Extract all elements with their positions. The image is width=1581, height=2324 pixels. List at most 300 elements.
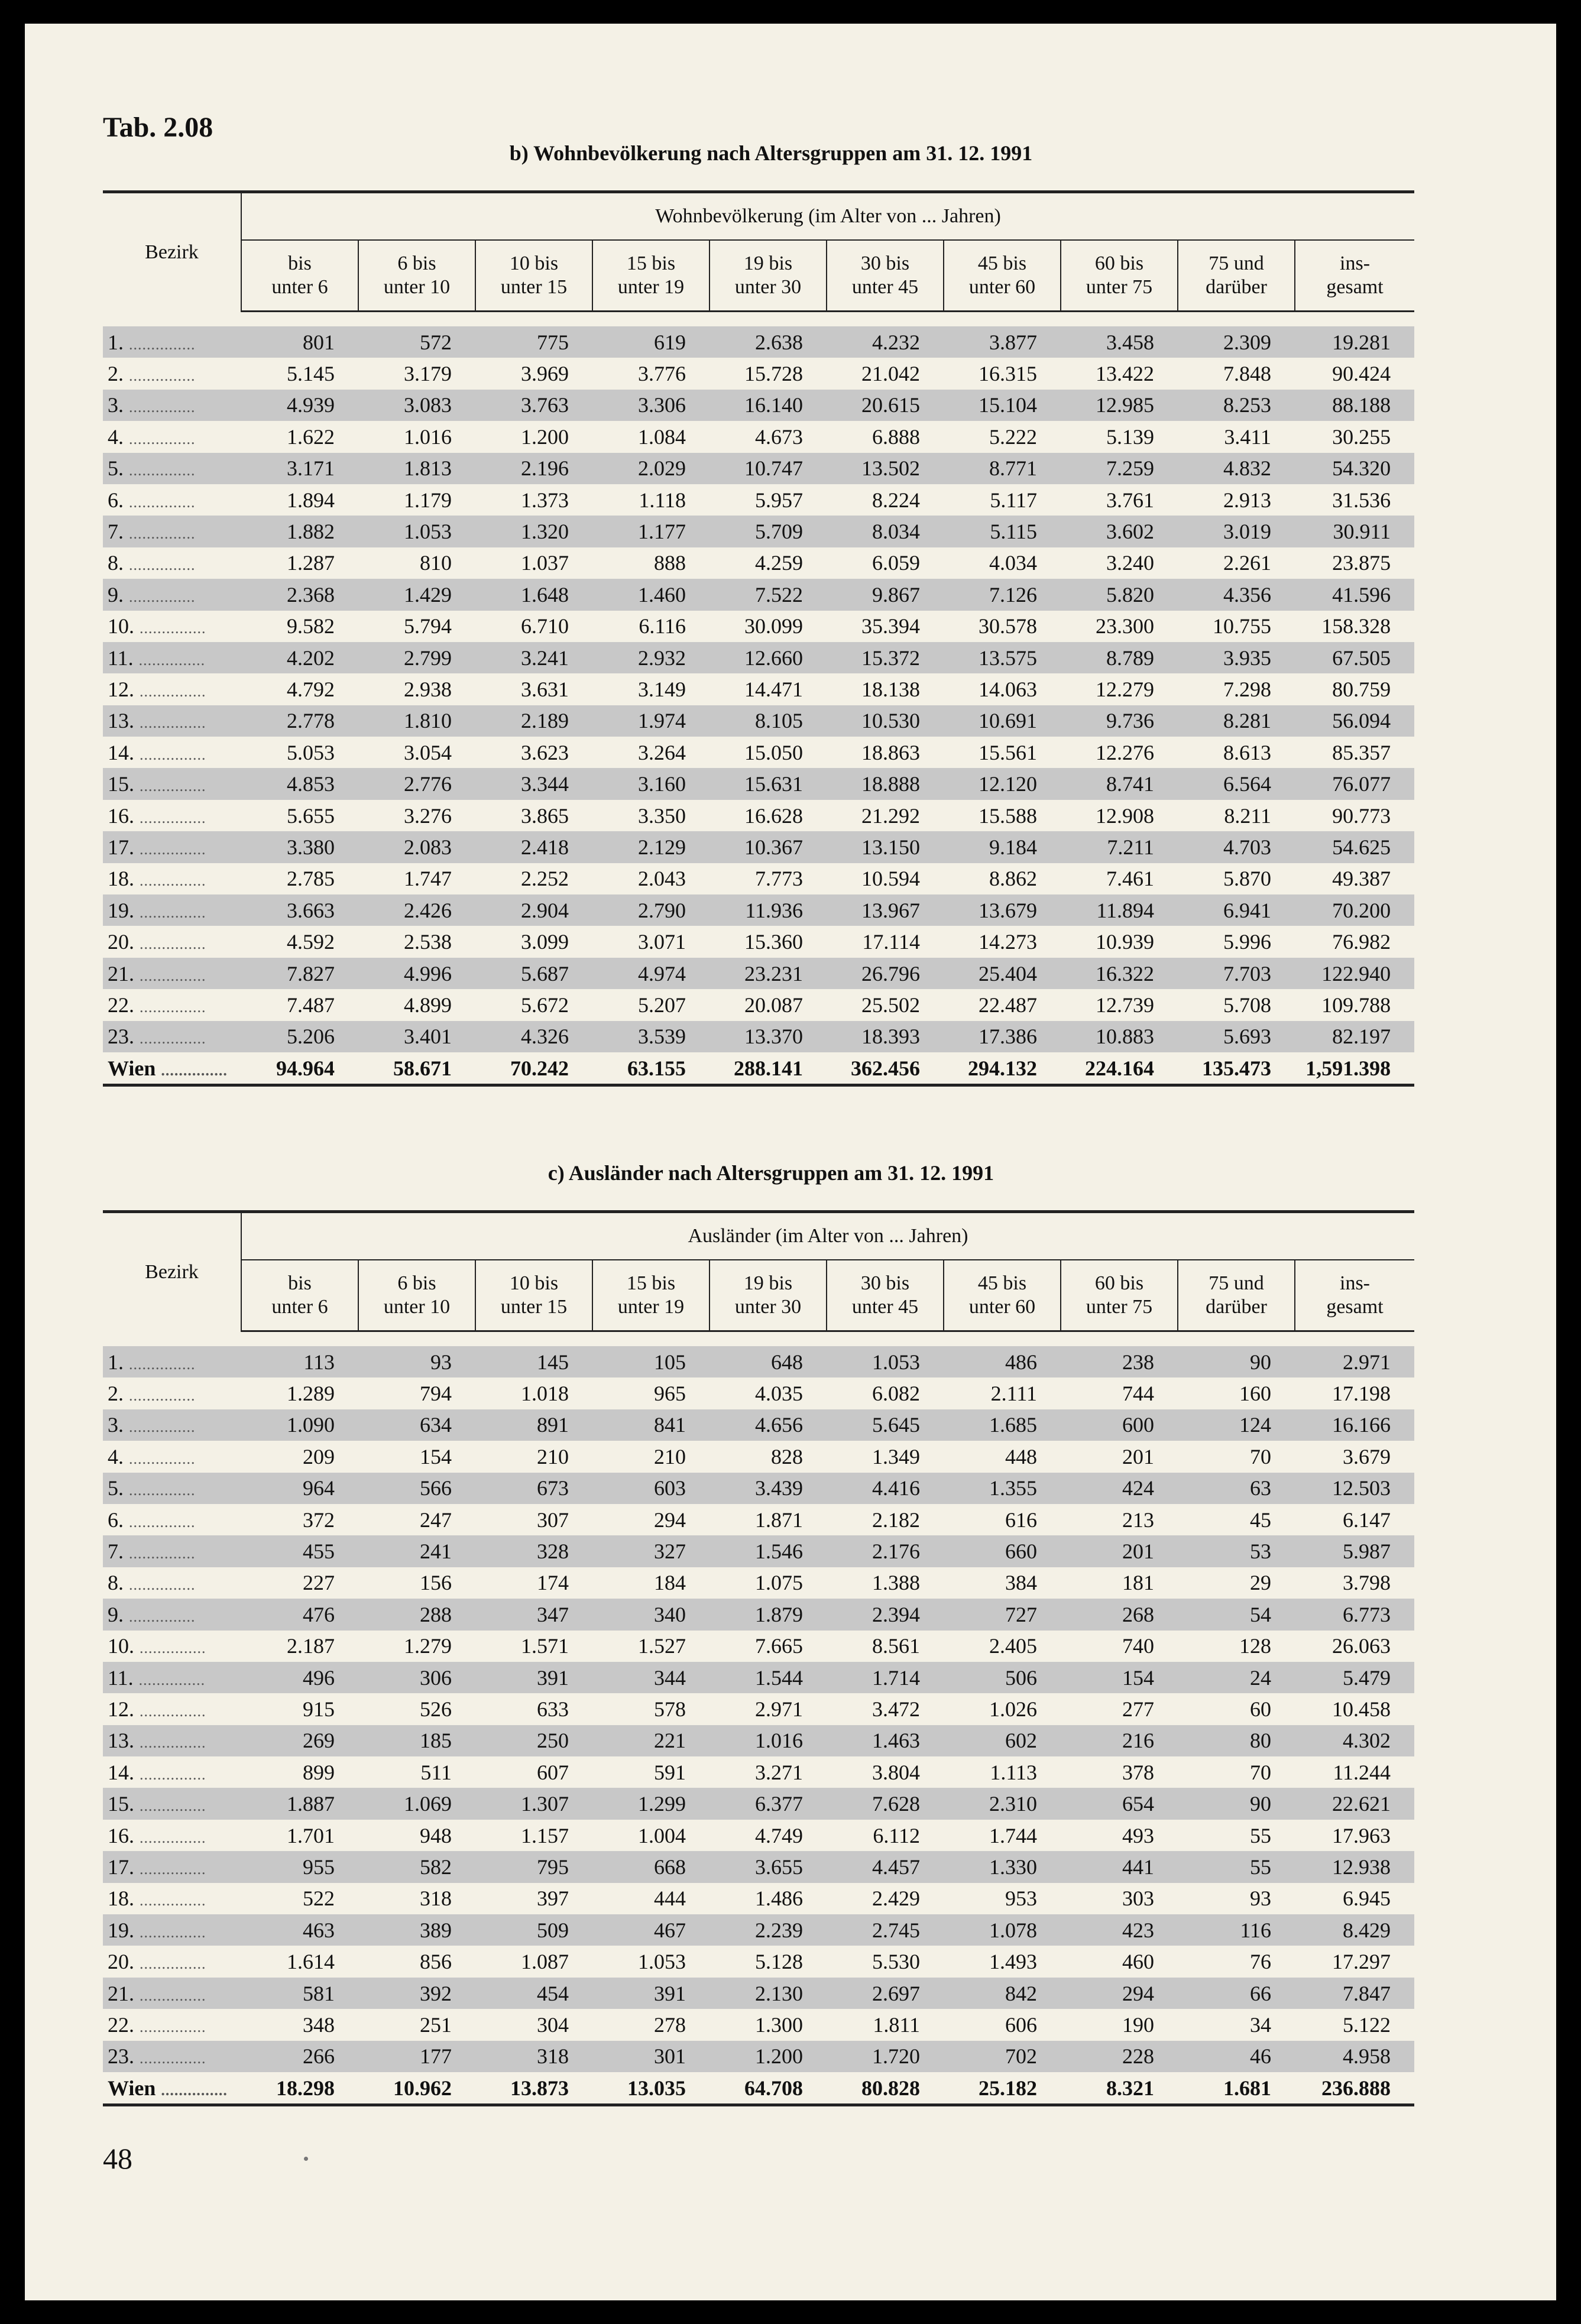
leader-dots: ...............	[140, 1955, 206, 1973]
leader-dots: ...............	[140, 777, 206, 795]
value-cell: 25.502	[861, 993, 920, 1017]
leader-dots: ...............	[129, 430, 196, 448]
value-cell: 1.053	[358, 516, 475, 547]
value-cell: 2.310	[944, 1788, 1061, 1819]
value-cell: 486	[944, 1346, 1061, 1377]
value-cell: 4.656	[709, 1409, 827, 1441]
value-cell: 5.996	[1223, 930, 1271, 954]
value-cell: 1.614	[287, 1950, 335, 1974]
value-cell: 34	[1250, 2012, 1271, 2037]
value-cell: 10.747	[709, 453, 827, 484]
value-cell: 1.486	[755, 1887, 803, 1911]
value-cell: 581	[241, 1978, 358, 2009]
value-cell: 673	[475, 1473, 592, 1504]
value-cell: 12.503	[1295, 1473, 1414, 1504]
bezirk-cell	[103, 1052, 241, 1085]
table-row	[103, 1535, 1414, 1567]
value-cell: 15.728	[744, 362, 803, 386]
value-cell: 190	[1122, 2012, 1154, 2037]
value-cell: 113	[241, 1346, 358, 1377]
value-cell: 4.974	[592, 958, 709, 989]
bezirk-label: 12.	[108, 1697, 134, 1721]
leader-dots: ...............	[129, 367, 196, 385]
value-cell: 1.118	[639, 488, 686, 512]
value-cell: 4.899	[404, 993, 452, 1017]
value-cell: 378	[1122, 1760, 1154, 1784]
group-header: Wohnbevölkerung (im Alter von ... Jahren)	[241, 192, 1414, 241]
value-cell: 1.811	[873, 2012, 920, 2037]
value-cell: 2.697	[827, 1978, 944, 2009]
value-cell: 1.349	[872, 1444, 920, 1469]
value-cell: 9.867	[827, 579, 944, 610]
value-cell: 6.710	[521, 614, 569, 638]
value-cell: 1.810	[358, 705, 475, 737]
value-cell: 55	[1250, 1823, 1271, 1847]
bezirk-label: 13.	[108, 1729, 134, 1753]
table-row	[103, 800, 1414, 831]
value-cell: 4.416	[827, 1473, 944, 1504]
bezirk-label: 19.	[108, 898, 134, 922]
value-cell: 1.685	[944, 1409, 1061, 1441]
leader-dots: ...............	[129, 588, 196, 605]
value-cell: 12.938	[1295, 1851, 1414, 1882]
value-cell: 8.105	[709, 705, 827, 737]
value-cell: 11.894	[1061, 894, 1178, 926]
bezirk-label: 4.	[108, 424, 124, 449]
value-cell: 80.828	[827, 2072, 944, 2105]
leader-dots: ...............	[140, 1923, 206, 1941]
value-cell: 6.082	[872, 1382, 920, 1406]
value-cell: 1.882	[241, 516, 358, 547]
age-header-line2: darüber	[1206, 1296, 1267, 1318]
bezirk-label: 9.	[108, 582, 124, 607]
value-cell: 21.042	[861, 362, 920, 386]
bezirk-label: 7.	[108, 520, 124, 544]
value-cell: 45	[1250, 1508, 1271, 1532]
value-cell: 1.622	[287, 424, 335, 449]
value-cell: 145	[475, 1346, 592, 1377]
value-cell: 318	[475, 2041, 592, 2072]
leader-dots: ...............	[129, 1513, 196, 1531]
bezirk-header: Bezirk	[103, 192, 241, 312]
bezirk-cell	[103, 2072, 241, 2105]
bezirk-label: 18.	[108, 1887, 134, 1911]
value-cell: 15.372	[827, 642, 944, 673]
value-cell: 727	[944, 1599, 1061, 1630]
age-column-header	[475, 1260, 592, 1331]
value-cell: 1.087	[521, 1950, 569, 1974]
value-cell: 53	[1178, 1535, 1295, 1567]
value-cell: 2.913	[1223, 488, 1271, 512]
table-row	[103, 768, 1414, 799]
bezirk-cell	[103, 547, 241, 579]
value-cell: 2.187	[287, 1634, 335, 1658]
value-cell: 444	[654, 1887, 686, 1911]
value-cell: 1.289	[287, 1382, 335, 1406]
value-cell: 1.075	[755, 1571, 803, 1595]
value-cell: 12.985	[1061, 390, 1178, 421]
bezirk-header: Bezirk	[103, 1212, 241, 1331]
table-row	[103, 547, 1414, 579]
value-cell: 493	[1122, 1823, 1154, 1847]
value-cell: 2.904	[475, 894, 592, 926]
bezirk-cell	[103, 1599, 241, 1630]
value-cell: 8.429	[1295, 1914, 1414, 1946]
value-cell: 1.084	[638, 424, 686, 449]
age-header-line1: 30 bis	[860, 1272, 910, 1294]
bezirk-cell	[103, 358, 241, 389]
value-cell: 4.457	[827, 1851, 944, 1882]
value-cell: 4.592	[287, 930, 335, 954]
value-cell: 90	[1178, 1346, 1295, 1377]
value-cell: 185	[358, 1725, 475, 1756]
table-row	[103, 2009, 1414, 2040]
bezirk-cell	[103, 1978, 241, 2009]
value-cell: 174	[537, 1571, 569, 1595]
value-cell: 4.034	[989, 551, 1037, 575]
value-cell: 9.582	[287, 614, 335, 638]
value-cell: 634	[358, 1409, 475, 1441]
value-cell: 340	[592, 1599, 709, 1630]
value-cell: 2.638	[709, 326, 827, 358]
value-cell: 8.771	[944, 453, 1061, 484]
bezirk-cell	[103, 390, 241, 421]
table-row	[103, 831, 1414, 863]
value-cell: 654	[1061, 1788, 1178, 1819]
value-cell: 12.908	[1096, 803, 1154, 828]
bezirk-cell	[103, 1377, 241, 1409]
value-cell: 578	[654, 1697, 686, 1721]
value-cell: 2.418	[475, 831, 592, 863]
value-cell: 5.870	[1223, 867, 1271, 891]
value-cell: 5.145	[287, 362, 335, 386]
bezirk-cell	[103, 484, 241, 516]
value-cell: 3.240	[1106, 551, 1154, 575]
value-cell: 1.018	[521, 1382, 569, 1406]
value-cell: 5.794	[404, 614, 452, 638]
leader-dots: ...............	[140, 1829, 206, 1846]
bezirk-label: 16.	[108, 803, 134, 828]
value-cell: 10.962	[358, 2072, 475, 2105]
value-cell: 1.090	[241, 1409, 358, 1441]
table-row	[103, 1914, 1414, 1946]
leader-dots: ...............	[138, 651, 206, 669]
value-cell: 2.799	[358, 642, 475, 673]
age-header-line1: 45 bis	[977, 1272, 1027, 1294]
value-cell: 14.063	[979, 677, 1037, 701]
value-cell: 20.087	[744, 993, 803, 1017]
value-cell: 3.763	[475, 390, 592, 421]
auslaender-table	[103, 1210, 1414, 2106]
value-cell: 18.863	[861, 740, 920, 764]
value-cell: 5.207	[638, 993, 686, 1017]
value-cell: 184	[654, 1571, 686, 1595]
value-cell: 238	[1061, 1346, 1178, 1377]
value-cell: 3.865	[521, 803, 569, 828]
value-cell: 17.198	[1332, 1382, 1391, 1406]
value-cell: 616	[1005, 1508, 1037, 1532]
bezirk-label: 11.	[108, 1665, 134, 1690]
bezirk-cell	[103, 579, 241, 610]
leader-dots: ...............	[129, 335, 196, 353]
value-cell: 67.505	[1295, 642, 1414, 673]
value-cell: 3.663	[241, 894, 358, 926]
value-cell: 23.231	[709, 958, 827, 989]
table-row	[103, 642, 1414, 673]
table-row	[103, 1473, 1414, 1504]
value-cell: 467	[592, 1914, 709, 1946]
value-cell: 90	[1178, 1788, 1295, 1819]
value-cell: 10.458	[1332, 1697, 1391, 1721]
age-column-header	[1061, 1260, 1178, 1331]
value-cell: 10.755	[1213, 614, 1271, 638]
table-row	[103, 1346, 1414, 1377]
value-cell: 60	[1250, 1697, 1271, 1721]
value-cell: 8.741	[1061, 768, 1178, 799]
value-cell: 25.404	[944, 958, 1061, 989]
bezirk-cell	[103, 1535, 241, 1567]
leader-dots: ...............	[129, 493, 196, 511]
age-column-headers	[103, 1260, 1414, 1331]
value-cell: 4.832	[1178, 453, 1295, 484]
value-cell: 19.281	[1295, 326, 1414, 358]
bezirk-label: 5.	[108, 456, 124, 481]
leader-dots: ...............	[140, 1986, 206, 2004]
value-cell: 7.211	[1061, 831, 1178, 863]
value-cell: 17.386	[944, 1021, 1061, 1052]
value-cell: 1.307	[475, 1788, 592, 1819]
value-cell: 5.222	[989, 424, 1037, 449]
value-cell: 2.182	[872, 1508, 920, 1532]
value-cell: 30.578	[979, 614, 1037, 638]
bezirk-label: 9.	[108, 1602, 124, 1626]
value-cell: 307	[537, 1508, 569, 1532]
table-row	[103, 1377, 1414, 1409]
table-row	[103, 989, 1414, 1020]
value-cell: 12.279	[1096, 677, 1154, 701]
value-cell: 13.150	[827, 831, 944, 863]
bezirk-label: 1.	[108, 330, 124, 354]
value-cell: 3.655	[709, 1851, 827, 1882]
value-cell: 1.460	[592, 579, 709, 610]
value-cell: 4.853	[241, 768, 358, 799]
bezirk-cell	[103, 1409, 241, 1441]
age-header-line2: unter 10	[383, 1296, 451, 1318]
table-row	[103, 958, 1414, 989]
value-cell: 1.974	[592, 705, 709, 737]
table-body	[103, 312, 1414, 1085]
value-cell: 2.971	[755, 1697, 803, 1721]
bezirk-label: 17.	[108, 1855, 134, 1879]
value-cell: 2.938	[404, 677, 452, 701]
value-cell: 7.461	[1106, 867, 1154, 891]
value-cell: 7.298	[1223, 677, 1271, 701]
leader-dots: ...............	[129, 462, 196, 479]
age-header-line1: bis	[288, 1272, 312, 1294]
value-cell: 1.879	[709, 1599, 827, 1630]
table-row	[103, 1851, 1414, 1882]
value-cell: 3.271	[755, 1760, 803, 1784]
age-column-header	[592, 240, 709, 312]
value-cell: 5.957	[755, 488, 803, 512]
group-header: Ausländer (im Alter von ... Jahren)	[241, 1212, 1414, 1260]
value-cell: 607	[537, 1760, 569, 1784]
age-header-line1: 6 bis	[397, 252, 436, 274]
bezirk-cell	[103, 705, 241, 737]
value-cell: 2.932	[592, 642, 709, 673]
value-cell: 7.703	[1178, 958, 1295, 989]
value-cell: 2.196	[475, 453, 592, 484]
value-cell: 362.456	[827, 1052, 944, 1085]
age-header-line2: unter 45	[851, 276, 919, 298]
value-cell: 7.847	[1295, 1978, 1414, 2009]
value-cell: 6.773	[1295, 1599, 1414, 1630]
value-cell: 17.114	[862, 930, 920, 954]
value-cell: 93	[1250, 1887, 1271, 1911]
value-cell: 6.059	[872, 551, 920, 575]
value-cell: 236.888	[1295, 2072, 1414, 2105]
value-cell: 3.306	[592, 390, 709, 421]
bezirk-cell	[103, 1693, 241, 1725]
value-cell: 522	[303, 1887, 335, 1911]
value-cell: 278	[654, 2012, 686, 2037]
table-row	[103, 863, 1414, 894]
bezirk-label: 23.	[108, 1025, 134, 1049]
bezirk-cell	[103, 831, 241, 863]
value-cell: 181	[1122, 1571, 1154, 1595]
age-column-header	[709, 240, 827, 312]
value-cell: 7.126	[944, 579, 1061, 610]
value-cell: 54.320	[1295, 453, 1414, 484]
value-cell: 154	[420, 1444, 452, 1469]
value-cell: 58.671	[358, 1052, 475, 1085]
value-cell: 810	[420, 551, 452, 575]
table-row	[103, 1631, 1414, 1662]
table-row	[103, 484, 1414, 516]
table-row	[103, 453, 1414, 484]
value-cell: 3.439	[709, 1473, 827, 1504]
value-cell: 476	[241, 1599, 358, 1630]
value-cell: 1.373	[521, 488, 569, 512]
value-cell: 423	[1061, 1914, 1178, 1946]
age-header-line2: unter 6	[271, 1296, 328, 1318]
bezirk-label: 4.	[108, 1444, 124, 1469]
table-row	[103, 1441, 1414, 1472]
value-cell: 1.894	[287, 488, 335, 512]
value-cell: 80	[1178, 1725, 1295, 1756]
value-cell: 6.941	[1178, 894, 1295, 926]
age-column-header	[358, 240, 475, 312]
value-cell: 54	[1178, 1599, 1295, 1630]
table-row	[103, 579, 1414, 610]
value-cell: 13.873	[475, 2072, 592, 2105]
age-header-line1: 6 bis	[397, 1272, 436, 1294]
value-cell: 460	[1122, 1950, 1154, 1974]
age-column-header	[1178, 1260, 1295, 1331]
age-column-header	[241, 240, 358, 312]
value-cell: 3.179	[404, 362, 452, 386]
value-cell: 964	[241, 1473, 358, 1504]
age-column-header	[475, 240, 592, 312]
value-cell: 953	[1005, 1887, 1037, 1911]
leader-dots: ...............	[140, 1702, 206, 1720]
value-cell: 1.546	[709, 1535, 827, 1567]
leader-dots: ...............	[140, 840, 206, 858]
value-cell: 1.648	[475, 579, 592, 610]
value-cell: 8.034	[827, 516, 944, 547]
table-row	[103, 737, 1414, 768]
value-cell: 10.367	[709, 831, 827, 863]
value-cell: 2.538	[404, 930, 452, 954]
value-cell: 5.139	[1106, 424, 1154, 449]
value-cell: 3.149	[638, 677, 686, 701]
page-number: 48	[103, 2142, 132, 2175]
age-header-line2: unter 60	[968, 276, 1036, 298]
value-cell: 13.679	[944, 894, 1061, 926]
leader-dots: ...............	[161, 2081, 228, 2099]
value-cell: 1.279	[404, 1634, 452, 1658]
table-row	[103, 1978, 1414, 2009]
value-cell: 4.326	[475, 1021, 592, 1052]
value-cell: 124	[1178, 1409, 1295, 1441]
value-cell: 8.789	[1061, 642, 1178, 673]
bezirk-cell	[103, 1725, 241, 1756]
value-cell: 2.189	[475, 705, 592, 737]
value-cell: 7.848	[1223, 362, 1271, 386]
leader-dots: ...............	[140, 1734, 206, 1752]
value-cell: 6.116	[639, 614, 686, 638]
value-cell: 288	[358, 1599, 475, 1630]
value-cell: 70.200	[1295, 894, 1414, 926]
value-cell: 572	[358, 326, 475, 358]
leader-dots: ...............	[129, 556, 196, 574]
value-cell: 277	[1122, 1697, 1154, 1721]
value-cell: 76	[1250, 1950, 1271, 1974]
value-cell: 122.940	[1295, 958, 1414, 989]
value-cell: 64.708	[709, 2072, 827, 2105]
value-cell: 391	[475, 1662, 592, 1693]
age-column-header	[944, 1260, 1061, 1331]
value-cell: 3.798	[1343, 1571, 1391, 1595]
table-row	[103, 1693, 1414, 1725]
value-cell: 5.693	[1178, 1021, 1295, 1052]
bezirk-cell	[103, 326, 241, 358]
value-cell: 294	[1061, 1978, 1178, 2009]
age-header-line1: 10 bis	[509, 1272, 559, 1294]
value-cell: 7.259	[1061, 453, 1178, 484]
value-cell: 496	[241, 1662, 358, 1693]
value-cell: 70	[1250, 1760, 1271, 1784]
value-cell: 56.094	[1295, 705, 1414, 737]
value-cell: 13.370	[709, 1021, 827, 1052]
value-cell: 602	[944, 1725, 1061, 1756]
table-row	[103, 1504, 1414, 1535]
bezirk-label: 15.	[108, 772, 134, 796]
value-cell: 4.792	[287, 677, 335, 701]
value-cell: 3.411	[1224, 424, 1271, 449]
value-cell: 1.320	[475, 516, 592, 547]
value-cell: 160	[1239, 1382, 1271, 1406]
value-cell: 10.530	[827, 705, 944, 737]
table-c-title: c) Ausländer nach Altersgruppen am 31. 12. 1991	[547, 1161, 994, 1185]
age-header-line1: 15 bis	[626, 1272, 676, 1294]
value-cell: 1.179	[404, 488, 452, 512]
leader-dots: ...............	[140, 903, 206, 921]
value-cell: 3.071	[638, 930, 686, 954]
value-cell: 10.883	[1061, 1021, 1178, 1052]
value-cell: 2.394	[827, 1599, 944, 1630]
value-cell: 1.544	[709, 1662, 827, 1693]
